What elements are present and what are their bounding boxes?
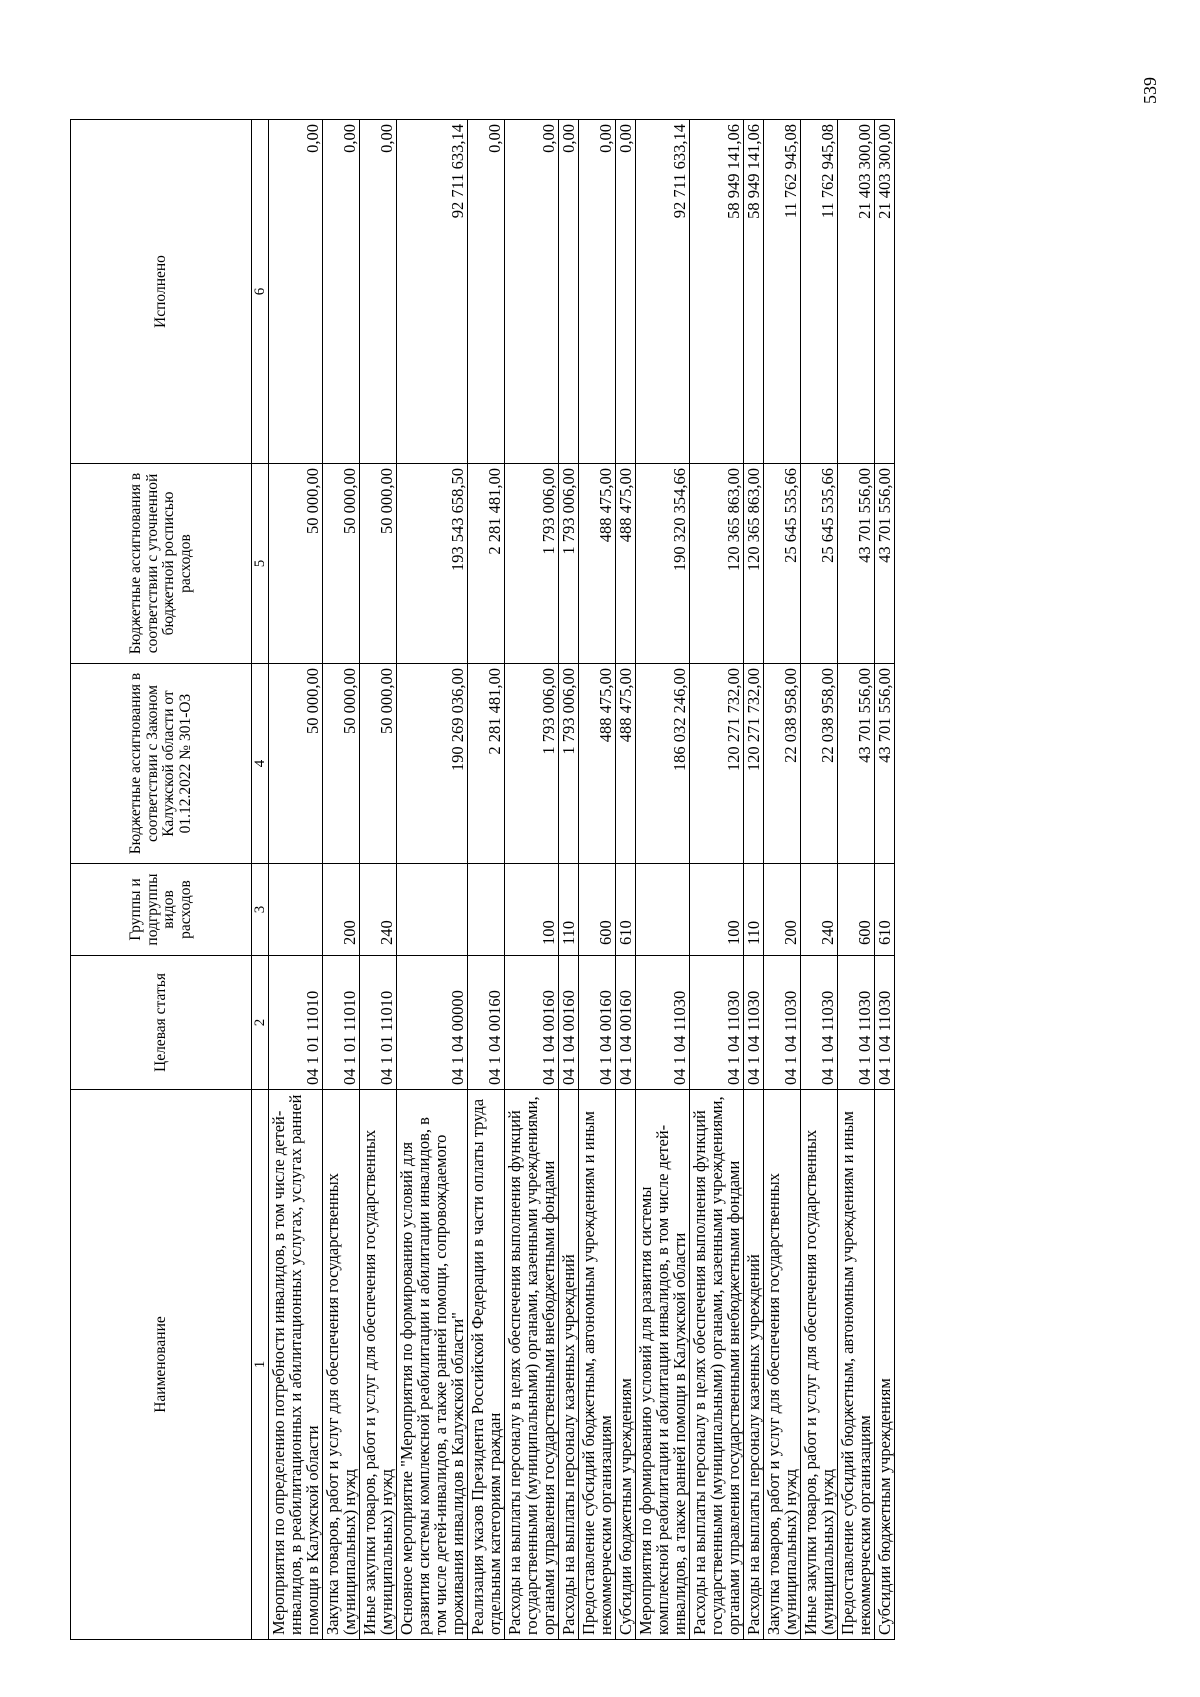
budget-table <box>70 119 895 1640</box>
column-number: 1 <box>252 1090 269 1640</box>
row-law-amount: 1 793 006,00 <box>559 664 579 864</box>
column-number: 5 <box>252 464 269 664</box>
row-executed-amount: 0,00 <box>505 120 559 464</box>
row-refined-amount: 25 645 535,66 <box>801 464 838 664</box>
table-row <box>690 120 744 1640</box>
header-name: Наименование <box>71 1090 252 1640</box>
row-group <box>636 864 690 956</box>
row-executed-amount: 0,00 <box>579 120 616 464</box>
row-executed-amount: 21 403 300,00 <box>838 120 875 464</box>
header-law-allocation: Бюджетные ассигнования в соответствии с Законом Калужской области от 01.12.2022 № 301-ОЗ <box>71 664 252 864</box>
row-executed-amount: 0,00 <box>468 120 505 464</box>
row-law-amount: 2 281 481,00 <box>468 664 505 864</box>
row-group: 610 <box>616 864 636 956</box>
row-refined-amount: 488 475,00 <box>579 464 616 664</box>
row-executed-amount: 21 403 300,00 <box>875 120 895 464</box>
row-name: Расходы на выплаты персоналу в целях обеспечения выполнения функций государственными (муниципальными) органами, казенными учреждениями, органами управления государственными внебюджетными фондами <box>690 1090 744 1640</box>
row-law-amount: 50 000,00 <box>269 664 323 864</box>
row-executed-amount: 0,00 <box>360 120 397 464</box>
row-law-amount: 120 271 732,00 <box>690 664 744 864</box>
table-row <box>801 120 838 1640</box>
row-refined-amount: 25 645 535,66 <box>764 464 801 664</box>
table-row <box>636 120 690 1640</box>
header-executed: Исполнено <box>71 120 252 464</box>
row-refined-amount: 1 793 006,00 <box>559 464 579 664</box>
page-number: 539 <box>1140 77 1160 104</box>
row-executed-amount: 11 762 945,08 <box>764 120 801 464</box>
row-name: Мероприятия по определению потребности инвалидов, в том числе детей-инвалидов, в реабилитационных и абилитационных услугах, услугах ранней помощи в Калужской области <box>269 1090 323 1640</box>
column-number-row <box>252 120 269 1640</box>
table-row <box>744 120 764 1640</box>
row-code: 04 1 04 11030 <box>764 956 801 1090</box>
table-row <box>616 120 636 1640</box>
row-group: 200 <box>323 864 360 956</box>
row-group: 110 <box>559 864 579 956</box>
row-refined-amount: 50 000,00 <box>323 464 360 664</box>
table-row <box>269 120 323 1640</box>
row-executed-amount: 11 762 945,08 <box>801 120 838 464</box>
row-refined-amount: 43 701 556,00 <box>838 464 875 664</box>
row-group: 240 <box>360 864 397 956</box>
rotated-page <box>70 120 1170 1640</box>
row-code: 04 1 04 00160 <box>505 956 559 1090</box>
row-name: Расходы на выплаты персоналу в целях обеспечения выполнения функций государственными (муниципальными) органами, казенными учреждениями, органами управления государственными внебюджетными фондами <box>505 1090 559 1640</box>
header-expense-group: Группы и подгруппы видов расходов <box>71 864 252 956</box>
row-refined-amount: 50 000,00 <box>360 464 397 664</box>
row-group: 200 <box>764 864 801 956</box>
row-name: Предоставление субсидий бюджетным, автономным учреждениям и иным некоммерческим организациям <box>579 1090 616 1640</box>
row-code: 04 1 04 11030 <box>690 956 744 1090</box>
row-refined-amount: 120 365 863,00 <box>744 464 764 664</box>
row-code: 04 1 04 11030 <box>875 956 895 1090</box>
table-row <box>468 120 505 1640</box>
row-group <box>468 864 505 956</box>
table-row <box>360 120 397 1640</box>
row-name: Мероприятия по формированию условий для развития системы комплексной реабилитации и абилитации инвалидов, в том числе детей-инвалидов, а также ранней помощи в Калужской области <box>636 1090 690 1640</box>
row-executed-amount: 92 711 633,14 <box>636 120 690 464</box>
column-number: 2 <box>252 956 269 1090</box>
row-refined-amount: 2 281 481,00 <box>468 464 505 664</box>
row-group: 110 <box>744 864 764 956</box>
row-executed-amount: 0,00 <box>269 120 323 464</box>
row-code: 04 1 04 00160 <box>468 956 505 1090</box>
header-row <box>71 120 252 1640</box>
row-name: Субсидии бюджетным учреждениям <box>616 1090 636 1640</box>
column-number: 3 <box>252 864 269 956</box>
row-executed-amount: 0,00 <box>616 120 636 464</box>
row-group: 600 <box>838 864 875 956</box>
row-group: 610 <box>875 864 895 956</box>
row-code: 04 1 04 00160 <box>559 956 579 1090</box>
row-refined-amount: 193 543 658,50 <box>397 464 468 664</box>
column-number: 4 <box>252 664 269 864</box>
row-executed-amount: 92 711 633,14 <box>397 120 468 464</box>
row-law-amount: 50 000,00 <box>360 664 397 864</box>
row-group: 100 <box>690 864 744 956</box>
row-code: 04 1 04 11030 <box>636 956 690 1090</box>
row-code: 04 1 04 00160 <box>616 956 636 1090</box>
row-group: 240 <box>801 864 838 956</box>
row-name: Расходы на выплаты персоналу казенных учреждений <box>744 1090 764 1640</box>
row-code: 04 1 04 00000 <box>397 956 468 1090</box>
row-executed-amount: 0,00 <box>323 120 360 464</box>
row-law-amount: 22 038 958,00 <box>801 664 838 864</box>
table-row <box>875 120 895 1640</box>
header-target-article: Целевая статья <box>71 956 252 1090</box>
row-refined-amount: 488 475,00 <box>616 464 636 664</box>
row-law-amount: 488 475,00 <box>616 664 636 864</box>
row-name: Иные закупки товаров, работ и услуг для обеспечения государственных (муниципальных) нужд <box>360 1090 397 1640</box>
row-law-amount: 120 271 732,00 <box>744 664 764 864</box>
column-number: 6 <box>252 120 269 464</box>
row-refined-amount: 120 365 863,00 <box>690 464 744 664</box>
row-law-amount: 50 000,00 <box>323 664 360 864</box>
row-refined-amount: 1 793 006,00 <box>505 464 559 664</box>
table-row <box>838 120 875 1640</box>
table-row <box>397 120 468 1640</box>
row-law-amount: 43 701 556,00 <box>875 664 895 864</box>
row-refined-amount: 43 701 556,00 <box>875 464 895 664</box>
table-row <box>579 120 616 1640</box>
row-law-amount: 22 038 958,00 <box>764 664 801 864</box>
row-law-amount: 186 032 246,00 <box>636 664 690 864</box>
table-row <box>323 120 360 1640</box>
row-group <box>269 864 323 956</box>
row-name: Закупка товаров, работ и услуг для обеспечения государственных (муниципальных) нужд <box>323 1090 360 1640</box>
row-code: 04 1 04 11030 <box>744 956 764 1090</box>
row-executed-amount: 58 949 141,06 <box>690 120 744 464</box>
row-code: 04 1 04 11030 <box>801 956 838 1090</box>
row-name: Иные закупки товаров, работ и услуг для обеспечения государственных (муниципальных) нужд <box>801 1090 838 1640</box>
row-law-amount: 1 793 006,00 <box>505 664 559 864</box>
row-code: 04 1 01 11010 <box>269 956 323 1090</box>
row-name: Предоставление субсидий бюджетным, автономным учреждениям и иным некоммерческим организациям <box>838 1090 875 1640</box>
row-executed-amount: 58 949 141,06 <box>744 120 764 464</box>
row-law-amount: 190 269 036,00 <box>397 664 468 864</box>
table-row <box>764 120 801 1640</box>
row-name: Основное мероприятие "Мероприятия по формированию условий для развития системы комплексной реабилитации и абилитации инвалидов, в том числе детей-инвалидов, а также ранней помощи, сопровождаемого проживания инвалидов в Калужской области" <box>397 1090 468 1640</box>
row-group: 100 <box>505 864 559 956</box>
row-name: Реализация указов Президента Российской Федерации в части оплаты труда отдельным категориям граждан <box>468 1090 505 1640</box>
row-law-amount: 488 475,00 <box>579 664 616 864</box>
table-row <box>505 120 559 1640</box>
row-name: Субсидии бюджетным учреждениям <box>875 1090 895 1640</box>
row-executed-amount: 0,00 <box>559 120 579 464</box>
header-refined-allocation: Бюджетные ассигнования в соответствии с уточненной бюджетной росписью расходов <box>71 464 252 664</box>
row-refined-amount: 50 000,00 <box>269 464 323 664</box>
row-code: 04 1 01 11010 <box>323 956 360 1090</box>
row-name: Закупка товаров, работ и услуг для обеспечения государственных (муниципальных) нужд <box>764 1090 801 1640</box>
table-row <box>559 120 579 1640</box>
row-law-amount: 43 701 556,00 <box>838 664 875 864</box>
row-group <box>397 864 468 956</box>
row-refined-amount: 190 320 354,66 <box>636 464 690 664</box>
row-code: 04 1 04 00160 <box>579 956 616 1090</box>
row-code: 04 1 04 11030 <box>838 956 875 1090</box>
row-code: 04 1 01 11010 <box>360 956 397 1090</box>
row-name: Расходы на выплаты персоналу казенных учреждений <box>559 1090 579 1640</box>
row-group: 600 <box>579 864 616 956</box>
